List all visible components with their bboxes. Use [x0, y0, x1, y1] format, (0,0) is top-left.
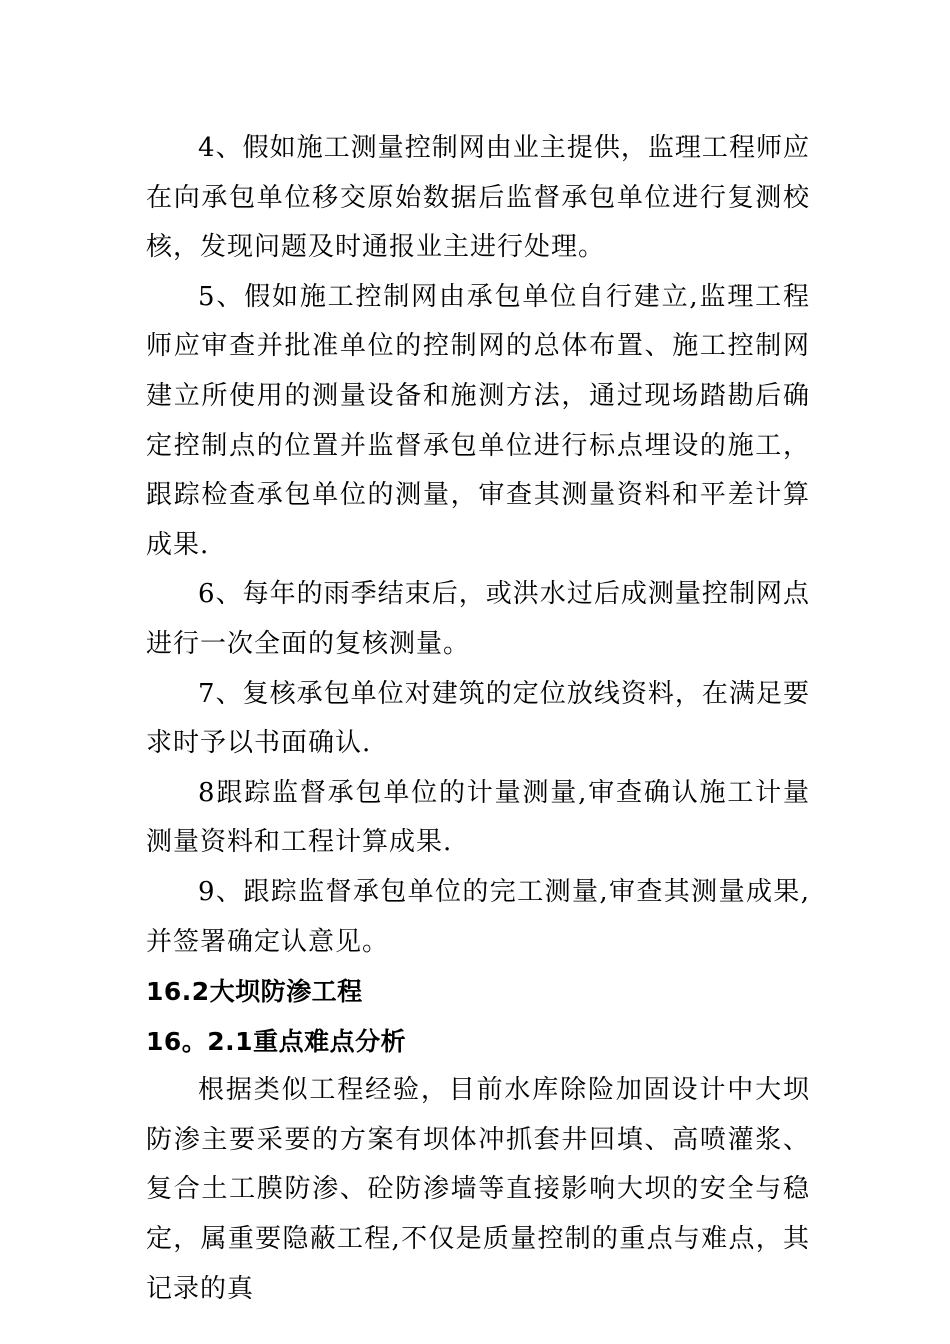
paragraph-item-6: 6、每年的雨季结束后，或洪水过后成测量控制网点进行一次全面的复核测量。 [146, 579, 810, 659]
document-page [146, 124, 810, 1314]
paragraph-item-9: 9、跟踪监督承包单位的完工测量,审查其测量成果,并签署确定认意见。 [146, 876, 810, 957]
paragraph-item-7: 7、复核承包单位对建筑的定位放线资料，在满足要求时予以书面确认. [146, 678, 810, 759]
paragraph-analysis: 根据类似工程经验，目前水库除险加固设计中大坝防渗主要采要的方案有坝体冲抓套井回填、高喷灌浆、复合土工膜防渗、砼防渗墙等直接影响大坝的安全与稳定，属重要隐蔽工程,不仅是质量控制的重点与难点，其记录的真 [146, 1075, 810, 1304]
subsection-heading: 16。2.1重点难点分析 [146, 1026, 407, 1056]
paragraph-item-4: 4、假如施工测量控制网由业主提供，监理工程师应在向承包单位移交原始数据后监督承包单位进行复测校核，发现问题及时通报业主进行处理。 [146, 133, 810, 263]
paragraph-item-5: 5、假如施工控制网由承包单位自行建立,监理工程师应审查并批准单位的控制网的总体布置、施工控制网建立所使用的测量设备和施测方法，通过现场踏勘后确定控制点的位置并监督承包单位进行标点埋设的施工，跟踪检查承包单位的测量，审查其测量资料和平差计算成果. [146, 281, 810, 560]
paragraph-item-8: 8跟踪监督承包单位的计量测量,审查确认施工计量测量资料和工程计算成果. [146, 777, 810, 858]
section-heading: 16.2大坝防渗工程 [146, 977, 363, 1007]
